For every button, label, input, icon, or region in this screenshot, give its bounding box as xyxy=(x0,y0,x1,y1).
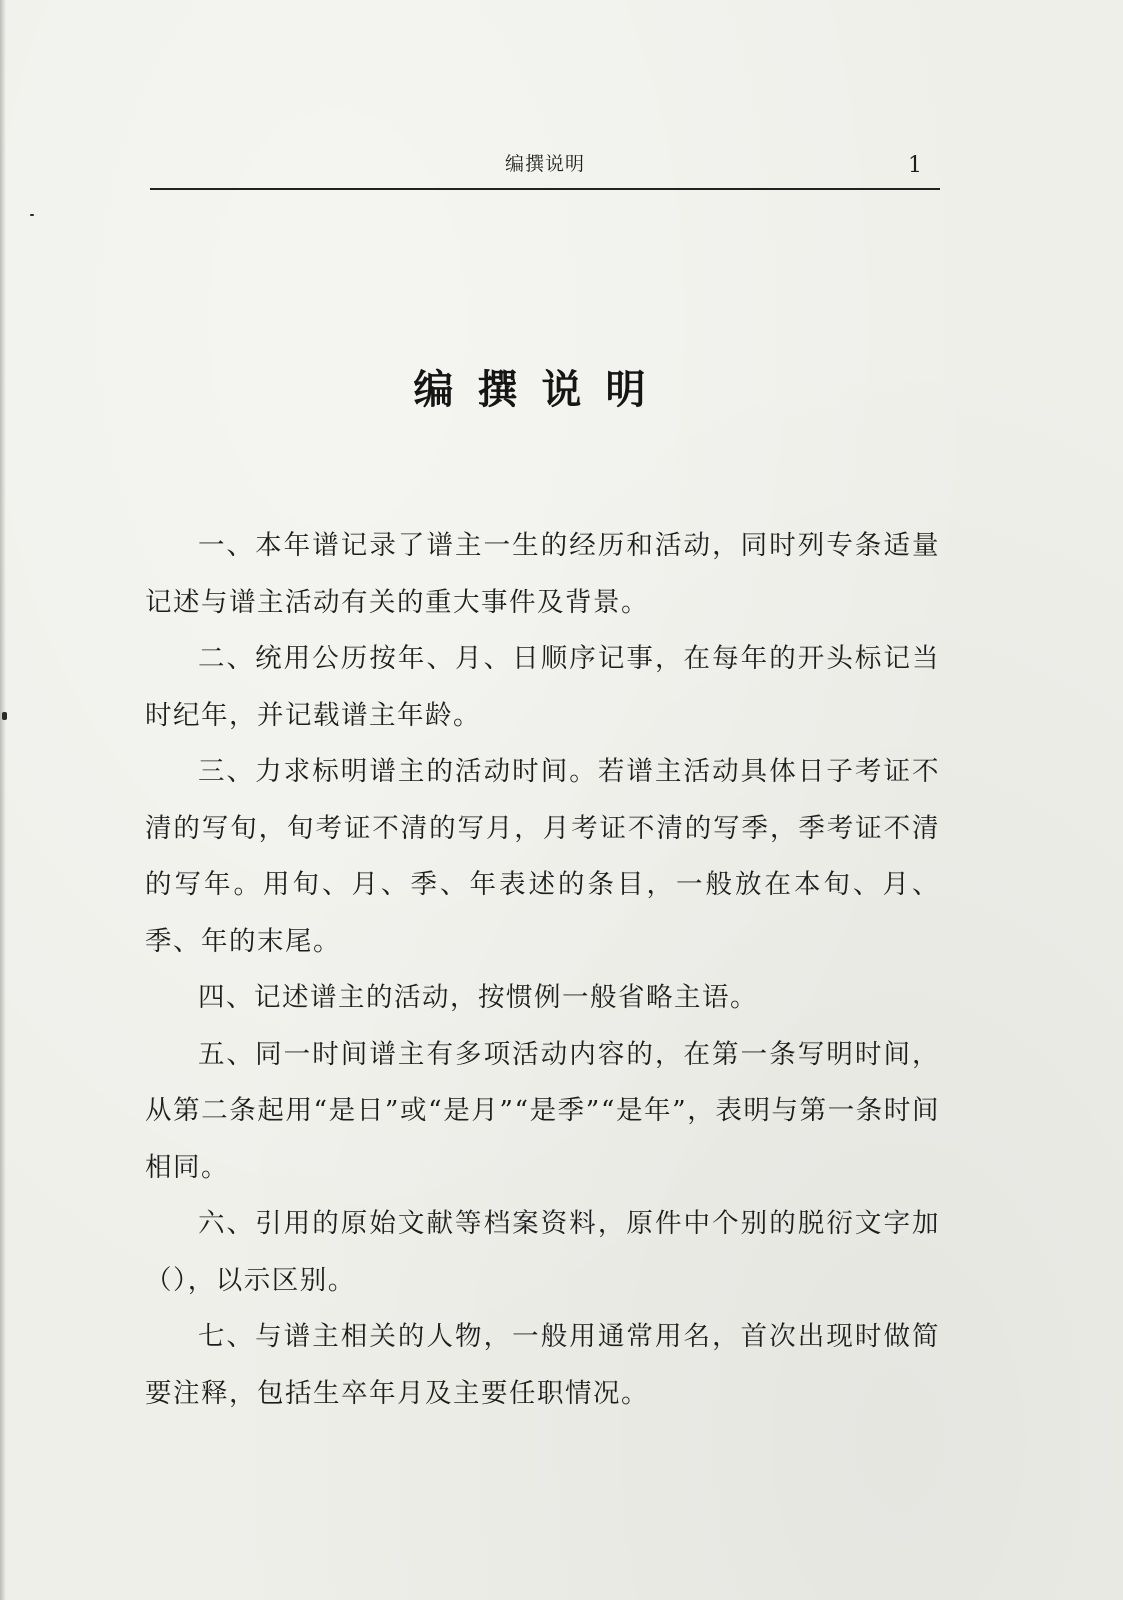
paragraph-5: 五、同一时间谱主有多项活动内容的，在第一条写明时间，从第二条起用“是日”或“是月”“是季”“是年”，表明与第一条时间相同。 xyxy=(145,1038,940,1183)
scan-speck xyxy=(2,712,7,720)
paragraph-2: 二、统用公历按年、月、日顺序记事，在每年的开头标记当时纪年，并记载谱主年龄。 xyxy=(145,643,940,731)
scan-speck xyxy=(30,214,34,216)
paragraph-1: 一、本年谱记录了谱主一生的经历和活动，同时列专条适量记述与谱主活动有关的重大事件及背景。 xyxy=(145,530,940,618)
paragraph-3: 三、力求标明谱主的活动时间。若谱主活动具体日子考证不清的写旬，旬考证不清的写月，月考证不清的写季，季考证不清的写年。用旬、月、季、年表述的条目，一般放在本旬、月、季、年的末尾。 xyxy=(145,756,940,957)
paragraph-6: 六、引用的原始文献等档案资料，原件中个别的脱衍文字加（），以示区别。 xyxy=(145,1208,940,1296)
header-rule xyxy=(150,188,940,190)
scan-edge-shadow xyxy=(0,0,6,1600)
paragraph-7: 七、与谱主相关的人物，一般用通常用名，首次出现时做简要注释，包括生卒年月及主要任职情况。 xyxy=(145,1321,940,1409)
body-text xyxy=(145,518,940,1422)
page-title: 编撰说明 xyxy=(413,367,670,413)
page-number: 1 xyxy=(908,153,922,178)
paragraph-4: 四、记述谱主的活动，按惯例一般省略主语。 xyxy=(198,982,758,1013)
running-header-title: 编撰说明 xyxy=(504,153,585,175)
running-header xyxy=(150,150,940,192)
